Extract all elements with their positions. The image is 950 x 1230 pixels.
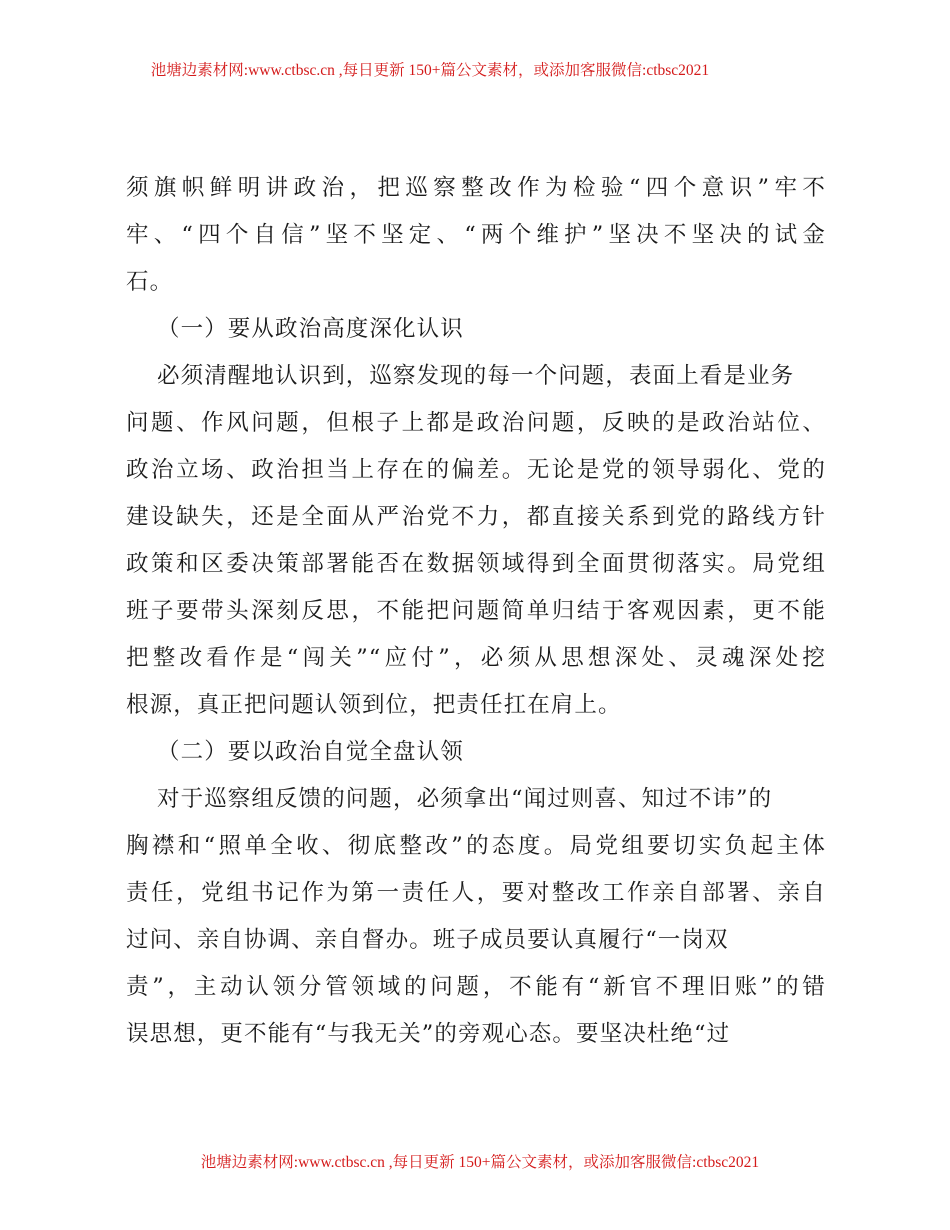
body-line: 须旗帜鲜明讲政治，把巡察整改作为检验“四个意识”牢不: [126, 175, 826, 201]
body-line: 责任，党组书记作为第一责任人，要对整改工作亲自部署、亲自: [126, 880, 826, 906]
body-line: 政策和区委决策部署能否在数据领域得到全面贯彻落实。局党组: [126, 551, 826, 577]
body-line: 政治立场、政治担当上存在的偏差。无论是党的领导弱化、党的: [126, 457, 826, 483]
body-line: 石。: [126, 269, 174, 295]
document-body: [126, 165, 826, 1058]
body-line: 建设缺失，还是全面从严治党不力，都直接关系到党的路线方针: [126, 504, 826, 530]
body-line: 对于巡察组反馈的问题，必须拿出“闻过则喜、知过不讳”的: [157, 786, 773, 812]
header-watermark: 池塘边素材网:www.ctbsc.cn ,每日更新 150+篇公文素材，或添加客服微信:ctbsc2021: [150, 62, 710, 79]
body-line: 根源，真正把问题认领到位，把责任扛在肩上。: [126, 692, 622, 718]
body-line: 必须清醒地认识到，巡察发现的每一个问题，表面上看是业务: [157, 363, 795, 389]
body-line: 班子要带头深刻反思，不能把问题简单归结于客观因素，更不能: [126, 598, 826, 624]
body-line: 责”，主动认领分管领域的问题，不能有“新官不理旧账”的错: [126, 974, 826, 1000]
footer-watermark: 池塘边素材网:www.ctbsc.cn ,每日更新 150+篇公文素材，或添加客服微信:ctbsc2021: [200, 1154, 760, 1171]
body-line: 把整改看作是“闯关”“应付”，必须从思想深处、灵魂深处挖: [126, 645, 826, 671]
body-line: 过问、亲自协调、亲自督办。班子成员要认真履行“一岗双: [126, 927, 729, 953]
body-line: 胸襟和“照单全收、彻底整改”的态度。局党组要切实负起主体: [126, 833, 826, 859]
section-heading: （一）要从政治高度深化认识: [157, 316, 464, 342]
section-heading: （二）要以政治自觉全盘认领: [157, 739, 464, 765]
body-line: 误思想，更不能有“与我无关”的旁观心态。要坚决杜绝“过: [126, 1021, 731, 1047]
body-line: 牢、“四个自信”坚不坚定、“两个维护”坚决不坚决的试金: [126, 222, 826, 248]
body-line: 问题、作风问题，但根子上都是政治问题，反映的是政治站位、: [126, 410, 826, 436]
